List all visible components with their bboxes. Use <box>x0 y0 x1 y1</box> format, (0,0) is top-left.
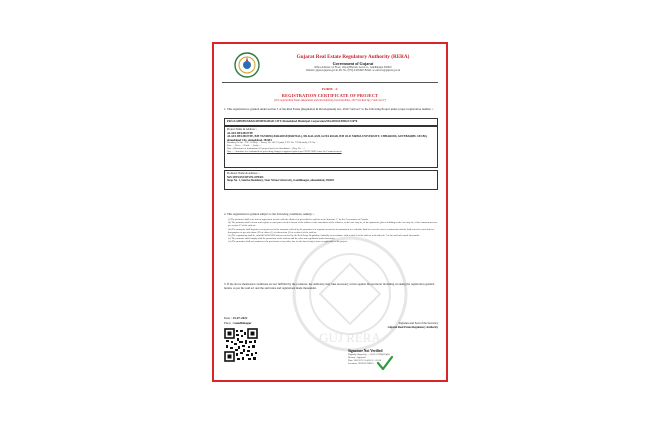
place-value: Gandhinagar <box>233 321 252 325</box>
condition-item: (v) The promoter shall comply with the provisions of the said act and the rules and regulations made thereunder. <box>228 237 336 241</box>
project-name: ALAYA BELMONTE <box>227 131 254 135</box>
paragraph-1: 1. This registration is granted under section 5 of the Real Estate (Regulation & Development) Act, 2016 "said act" to the following Project under project registration number :- <box>224 107 434 111</box>
svg-text:GUJ RERA: GUJ RERA <box>319 330 381 345</box>
promoter-label: Promoter Name & Address :- <box>227 172 260 175</box>
condition-item: (iv) The registration shall be valid till 30/06/2028 unless renewed by the Real Estate Regulatory Authority in accordance with section 6 of the said act read with rule 7 of the said rules made thereunder. <box>228 234 420 238</box>
gujrera-logo-icon <box>234 52 260 78</box>
project-boundary: Boundary Of Site : 1.8 / 2.8 Moje ... Survey No. 141/1/2 paiki, T.P.S. No. 77(Chharodi), F.P. No. ... <box>227 142 318 145</box>
signature-block <box>326 322 438 329</box>
signature-line-1: Signature and Seal of the Secretary <box>398 322 438 325</box>
government-name: Government of Gujarat <box>332 60 374 66</box>
date-value: 15-07-2022 <box>232 316 248 320</box>
date-label: Date : <box>224 316 232 320</box>
registration-number-box: PR/GJ/AHMEDABAD/AHMEDABAD CITY/Ahmedabad Municipal Corporation/MAA09164/090621/31P70 <box>224 118 438 126</box>
project-label: Project Name & Address :- <box>227 128 258 131</box>
office-address: Office Address: 1st Floor, Udyog Bhavan, Sector-11, Gandhinagar 382010 <box>314 65 392 69</box>
authority-name: Gujarat Real Estate Regulatory Authority (RERA) <box>296 54 410 60</box>
condition-item: (ii) The promoter shall execute and register a conveyance deed in favour of the allottee or the association of the allottees, as the case may be, of the apartment, plot or building as the case may be, of the common areas as per section 17 of the said act. <box>228 221 438 228</box>
certificate-page <box>212 42 448 382</box>
promoter-address: Shop No. 1, Sunrise Residency, Near Nirma University, Gandhinagar, ahmedabad, 382481 <box>227 179 335 183</box>
condition-item: (i) The promoter shall enter into an agreement for sale with the allottees as prescribed in said act in its Annexure 'C' by the Government of Gujarat. <box>228 218 369 221</box>
project-directions: East : ... West : ... North : ... South : ... <box>227 145 262 148</box>
stamp-line-4: Location: GUJRAT RERA <box>348 362 374 366</box>
conditions-list <box>228 218 438 244</box>
header-divider <box>222 82 438 83</box>
qr-code-icon <box>224 328 258 362</box>
form-label: FORM - C <box>321 87 339 91</box>
date-line <box>224 316 247 320</box>
digital-signature-stamp <box>348 350 440 365</box>
signature-line-2: Gujarat Real Estate Regulatory Authority <box>387 325 438 329</box>
certificate-header <box>264 54 442 73</box>
project-address: ALAYA BELMONTE, B/H TANISHQ-PARADISE(PARTIAL), NR.KALASH, GOTA ROAD, B/H OLD NIRMA UNIVERSITY, CHHARODI, ADVEBAD(BU-SECBI), ahmedabad City, ahmedabad, 382481 <box>227 135 428 142</box>
paragraph-2: 2. This registration is granted subject to the following conditions, namely :- <box>224 212 315 216</box>
condition-item: (iii) The promoter shall deposit seventy percent of the amounts realised by the promoter in a separate account to be maintained in a schedule bank to cover the cost of construction and the land cost to be used only for that purpose as per sub-clause (D) of clause (1) of sub-section (2) of section 4 of the said act. <box>228 227 435 234</box>
stamp-title: Signature Not Verified <box>348 349 383 353</box>
contact-line: Website: gujrera.gujarat.gov.in, Ph. No. (079) 23254925 Email: ac-enforce@gujarat.gov.in <box>305 69 401 72</box>
condition-item: (vi) The promoter shall not contravene the provisions of any other law for the time being in force as applicable to the project. <box>228 240 348 244</box>
project-box <box>224 126 438 168</box>
place-label: Place : <box>224 321 233 325</box>
promoter-name: M/S SHIVAM DEVELOPERS <box>227 175 264 179</box>
stamp-line-2: Reason : Approval <box>348 356 366 360</box>
promoter-box <box>224 170 438 190</box>
place-line <box>224 321 252 325</box>
project-note-2: Note : ...Amenities level submitted for proceeding changes in approved plan as per GDCR/ SMC before the Commencement <box>227 151 342 154</box>
stamp-line-3: Date: 2022.07.15 14:02:51 +05:30 <box>348 359 382 363</box>
watermark-seal-icon <box>290 234 410 354</box>
paragraph-3: 3. If the above mentioned conditions are not fulfilled by the promoter, the Authority may take necessary action against the promoter including revoking the registration granted herein, as per the said act and the said rules and regulations made thereunder. <box>224 282 435 290</box>
project-note-1: Note : (Disclosure of information) 6.5 project land is in Ahmedabad ... (Reg. No. ...) <box>227 148 305 151</box>
stamp-line-1: Digitally Signed by ... (AUP_GNR)(JO)(B) <box>348 353 390 357</box>
certificate-title: REGISTRATION CERTIFICATE OF PROJECT <box>281 93 379 98</box>
certificate-subtitle: [The Gujarat Real Estate (Regulation and Development) (General) Rules, 2017 See Rule 6(1) "and rule 6"] <box>274 99 386 102</box>
